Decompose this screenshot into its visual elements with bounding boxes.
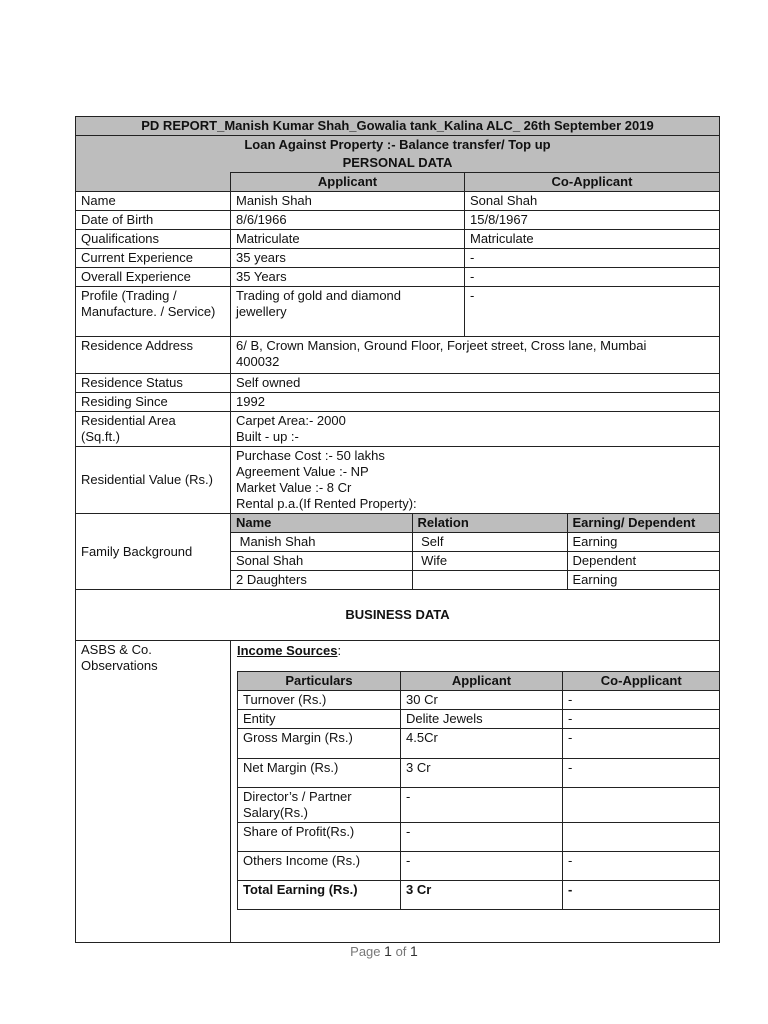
applicant-header: Applicant bbox=[231, 173, 465, 192]
loan-type: Loan Against Property :- Balance transfer/ Top up bbox=[76, 136, 720, 155]
market-value: Market Value :- 8 Cr bbox=[236, 480, 352, 495]
table-row bbox=[76, 374, 720, 393]
applicant-value: Trading of gold and diamond jewellery bbox=[231, 287, 465, 337]
table-row bbox=[76, 211, 720, 230]
family-background-row bbox=[76, 514, 720, 590]
particular-label: Turnover (Rs.) bbox=[238, 691, 401, 710]
particulars-header: Particulars bbox=[238, 672, 401, 691]
residential-value-label: Residential Value (Rs.) bbox=[76, 447, 231, 514]
total-co-applicant: - bbox=[563, 881, 720, 910]
co-applicant-value: - bbox=[465, 287, 720, 337]
table-row bbox=[238, 710, 720, 729]
applicant-value: 8/6/1966 bbox=[231, 211, 465, 230]
family-background-label: Family Background bbox=[76, 514, 231, 590]
applicant-value: 35 years bbox=[231, 249, 465, 268]
co-applicant-value: - bbox=[465, 268, 720, 287]
business-observations-row bbox=[76, 641, 720, 943]
total-applicant: 3 Cr bbox=[401, 881, 563, 910]
particular-label: Gross Margin (Rs.) bbox=[238, 729, 401, 759]
row-label: Date of Birth bbox=[76, 211, 231, 230]
agreement-value: Agreement Value :- NP bbox=[236, 464, 369, 479]
income-sources-cell bbox=[231, 641, 720, 943]
applicant-value: Matriculate bbox=[231, 230, 465, 249]
table-row bbox=[76, 447, 720, 514]
table-row bbox=[231, 571, 719, 590]
table-row bbox=[76, 393, 720, 412]
family-member-relation bbox=[412, 571, 567, 590]
income-sources-heading bbox=[231, 641, 719, 671]
particular-co-applicant bbox=[563, 823, 720, 852]
table-row bbox=[76, 287, 720, 337]
pd-report-document bbox=[75, 116, 719, 943]
family-earning-header: Earning/ Dependent bbox=[567, 514, 719, 533]
personal-data-heading: PERSONAL DATA bbox=[76, 154, 720, 173]
family-member-relation: Wife bbox=[412, 552, 567, 571]
income-co-applicant-header: Co-Applicant bbox=[563, 672, 720, 691]
particular-applicant: Delite Jewels bbox=[401, 710, 563, 729]
table-row bbox=[76, 412, 720, 447]
personal-data-table bbox=[75, 116, 720, 943]
particular-applicant: 30 Cr bbox=[401, 691, 563, 710]
residence-status: Self owned bbox=[231, 374, 720, 393]
particular-label: Net Margin (Rs.) bbox=[238, 759, 401, 788]
table-row bbox=[238, 759, 720, 788]
residing-since: 1992 bbox=[231, 393, 720, 412]
particular-label: Entity bbox=[238, 710, 401, 729]
residence-status-label: Residence Status bbox=[76, 374, 231, 393]
particular-co-applicant bbox=[563, 788, 720, 823]
built-up-area: Built - up :- bbox=[236, 429, 299, 444]
total-label: Total Earning (Rs.) bbox=[238, 881, 401, 910]
observations-label: ASBS & Co. Observations bbox=[76, 641, 231, 943]
co-applicant-value: Sonal Shah bbox=[465, 192, 720, 211]
family-member-earning: Dependent bbox=[567, 552, 719, 571]
total-row bbox=[238, 881, 720, 910]
family-table bbox=[231, 514, 719, 589]
family-relation-header: Relation bbox=[412, 514, 567, 533]
applicant-value: Manish Shah bbox=[231, 192, 465, 211]
residential-area-label: Residential Area (Sq.ft.) bbox=[76, 412, 231, 447]
family-member-name: Sonal Shah bbox=[231, 552, 412, 571]
table-row bbox=[76, 268, 720, 287]
business-data-heading: BUSINESS DATA bbox=[76, 590, 720, 641]
table-row bbox=[76, 192, 720, 211]
page-indicator bbox=[0, 943, 768, 959]
particular-label: Director’s / Partner Salary(Rs.) bbox=[238, 788, 401, 823]
particular-applicant: - bbox=[401, 852, 563, 881]
table-row bbox=[238, 729, 720, 759]
particular-co-applicant: - bbox=[563, 710, 720, 729]
co-applicant-value: Matriculate bbox=[465, 230, 720, 249]
family-member-name: 2 Daughters bbox=[231, 571, 412, 590]
table-row bbox=[76, 337, 720, 374]
residential-area bbox=[231, 412, 720, 447]
income-table-wrap bbox=[231, 671, 719, 910]
table-row bbox=[238, 691, 720, 710]
income-sources-colon: : bbox=[337, 643, 342, 658]
report-title: PD REPORT_Manish Kumar Shah_Gowalia tank_Kalina ALC_ 26th September 2019 bbox=[76, 117, 720, 136]
particular-co-applicant: - bbox=[563, 852, 720, 881]
income-sources-label: Income Sources bbox=[237, 643, 338, 658]
table-row bbox=[238, 788, 720, 823]
row-label: Qualifications bbox=[76, 230, 231, 249]
family-member-relation: Self bbox=[412, 533, 567, 552]
residence-address: 6/ B, Crown Mansion, Ground Floor, Forjeet street, Cross lane, Mumbai 400032 bbox=[231, 337, 720, 374]
family-member-name: Manish Shah bbox=[231, 533, 412, 552]
income-applicant-header: Applicant bbox=[401, 672, 563, 691]
row-label: Overall Experience bbox=[76, 268, 231, 287]
residing-since-label: Residing Since bbox=[76, 393, 231, 412]
particular-applicant: 4.5Cr bbox=[401, 729, 563, 759]
page-number: 1 bbox=[384, 943, 392, 959]
page-word: Page bbox=[350, 944, 381, 959]
page-total: 1 bbox=[410, 943, 418, 959]
table-row bbox=[231, 533, 719, 552]
rental-value: Rental p.a.(If Rented Property): bbox=[236, 496, 417, 511]
income-table bbox=[237, 671, 720, 910]
co-applicant-header: Co-Applicant bbox=[465, 173, 720, 192]
particular-co-applicant: - bbox=[563, 729, 720, 759]
row-label: Name bbox=[76, 192, 231, 211]
family-name-header: Name bbox=[231, 514, 412, 533]
blank-header-cell bbox=[76, 173, 231, 192]
carpet-area: Carpet Area:- 2000 bbox=[236, 413, 346, 428]
table-row bbox=[76, 249, 720, 268]
row-label: Current Experience bbox=[76, 249, 231, 268]
co-applicant-value: - bbox=[465, 249, 720, 268]
particular-applicant: - bbox=[401, 788, 563, 823]
residential-value bbox=[231, 447, 720, 514]
particular-co-applicant: - bbox=[563, 691, 720, 710]
of-word: of bbox=[395, 944, 407, 959]
particular-label: Others Income (Rs.) bbox=[238, 852, 401, 881]
particular-applicant: 3 Cr bbox=[401, 759, 563, 788]
applicant-value: 35 Years bbox=[231, 268, 465, 287]
table-row bbox=[231, 552, 719, 571]
co-applicant-value: 15/8/1967 bbox=[465, 211, 720, 230]
residence-address-label: Residence Address bbox=[76, 337, 231, 374]
particular-applicant: - bbox=[401, 823, 563, 852]
income-table-spacer bbox=[231, 910, 719, 942]
family-background-cell bbox=[231, 514, 720, 590]
row-label: Profile (Trading / Manufacture. / Service) bbox=[76, 287, 231, 337]
particular-label: Share of Profit(Rs.) bbox=[238, 823, 401, 852]
family-member-earning: Earning bbox=[567, 571, 719, 590]
family-member-earning: Earning bbox=[567, 533, 719, 552]
table-row bbox=[238, 852, 720, 881]
purchase-cost: Purchase Cost :- 50 lakhs bbox=[236, 448, 385, 463]
table-row bbox=[238, 823, 720, 852]
particular-co-applicant: - bbox=[563, 759, 720, 788]
table-row bbox=[76, 230, 720, 249]
